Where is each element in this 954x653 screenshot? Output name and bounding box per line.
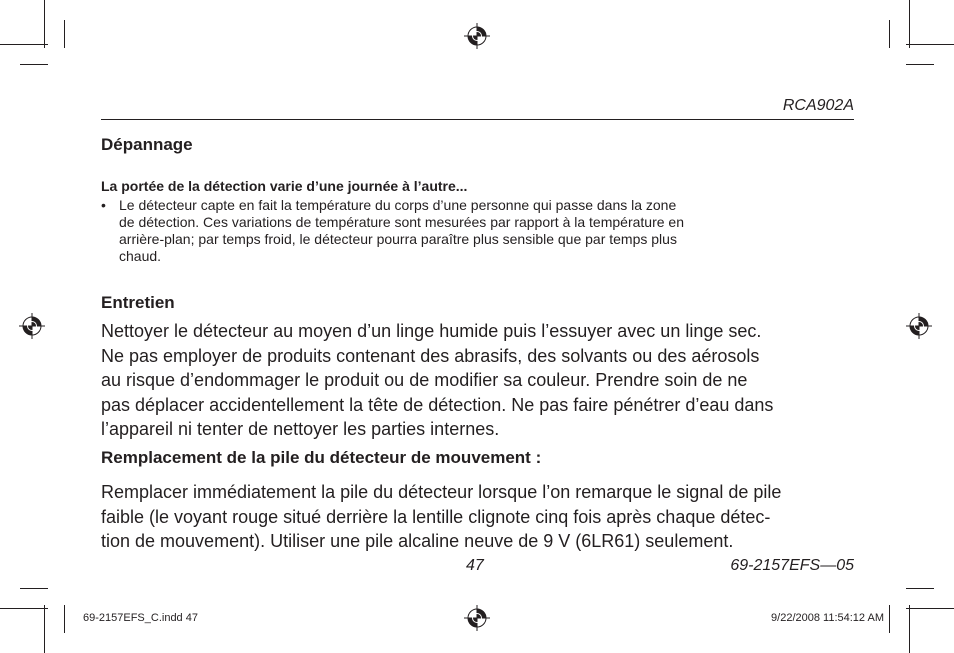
crop-mark [20,588,48,589]
crop-mark [64,20,65,48]
slug-filename: 69-2157EFS_C.indd 47 [83,612,198,624]
bullet-line: Le détecteur capte en fait la température du corps d’une personne qui passe dans la zone [119,197,677,213]
slug-timestamp: 9/22/2008 11:54:12 AM [771,612,884,624]
registration-mark-right [906,313,932,339]
crop-mark [44,0,45,48]
maintenance-paragraph [101,319,856,442]
crop-mark [64,605,65,633]
crop-mark [0,608,48,609]
document-number: 69-2157EFS—05 [730,557,854,574]
crop-mark [906,608,954,609]
crop-mark [0,44,48,45]
crop-mark [906,44,954,45]
paragraph-line: au risque d’endommager le produit ou de modifier sa couleur. Prendre soin de ne [101,370,748,390]
crop-mark [20,64,48,65]
bullet-item [101,197,841,265]
header-rule [101,119,854,120]
bullet-line: arrière-plan; par temps froid, le détecteur pourra paraître plus sensible que par temps plus [119,231,677,247]
registration-mark-top [464,23,490,49]
model-number: RCA902A [782,97,854,114]
section-title-troubleshooting: Dépannage [101,135,193,154]
paragraph-line: Nettoyer le détecteur au moyen d’un linge humide puis l’essuyer avec un linge sec. [101,321,762,341]
paragraph-line: Remplacer immédiatement la pile du détecteur lorsque l’on remarque le signal de pile [101,482,782,502]
page-number: 47 [466,557,484,574]
paragraph-line: Ne pas employer de produits contenant des abrasifs, des solvants ou des aérosols [101,345,760,366]
subheading-detection-range: La portée de la détection varie d’une journée à l’autre... [101,178,468,194]
registration-mark-left [19,313,45,339]
paragraph-line: pas déplacer accidentellement la tête de détection. Ne pas faire pénétrer d’eau dans [101,394,774,415]
crop-mark [906,588,934,589]
battery-paragraph [101,480,856,554]
paragraph-line: tion de mouvement). Utiliser une pile alcaline neuve de 9 V (6LR61) seulement. [101,531,734,551]
paragraph-line: faible (le voyant rouge situé derrière la lentille clignote cinq fois après chaque détec- [101,506,771,527]
crop-mark [889,20,890,48]
crop-mark [44,605,45,653]
paragraph-line: l’appareil ni tenter de nettoyer les parties internes. [101,419,500,439]
section-title-battery: Remplacement de la pile du détecteur de mouvement : [101,448,542,467]
bullet-symbol: • [101,197,106,213]
crop-mark [906,64,934,65]
bullet-line: chaud. [119,248,162,264]
section-title-maintenance: Entretien [101,293,175,312]
crop-mark [909,605,910,653]
crop-mark [909,0,910,48]
registration-mark-bottom [464,605,490,631]
bullet-line: de détection. Ces variations de température sont mesurées par rapport à la température en [119,214,684,230]
crop-mark [889,605,890,633]
